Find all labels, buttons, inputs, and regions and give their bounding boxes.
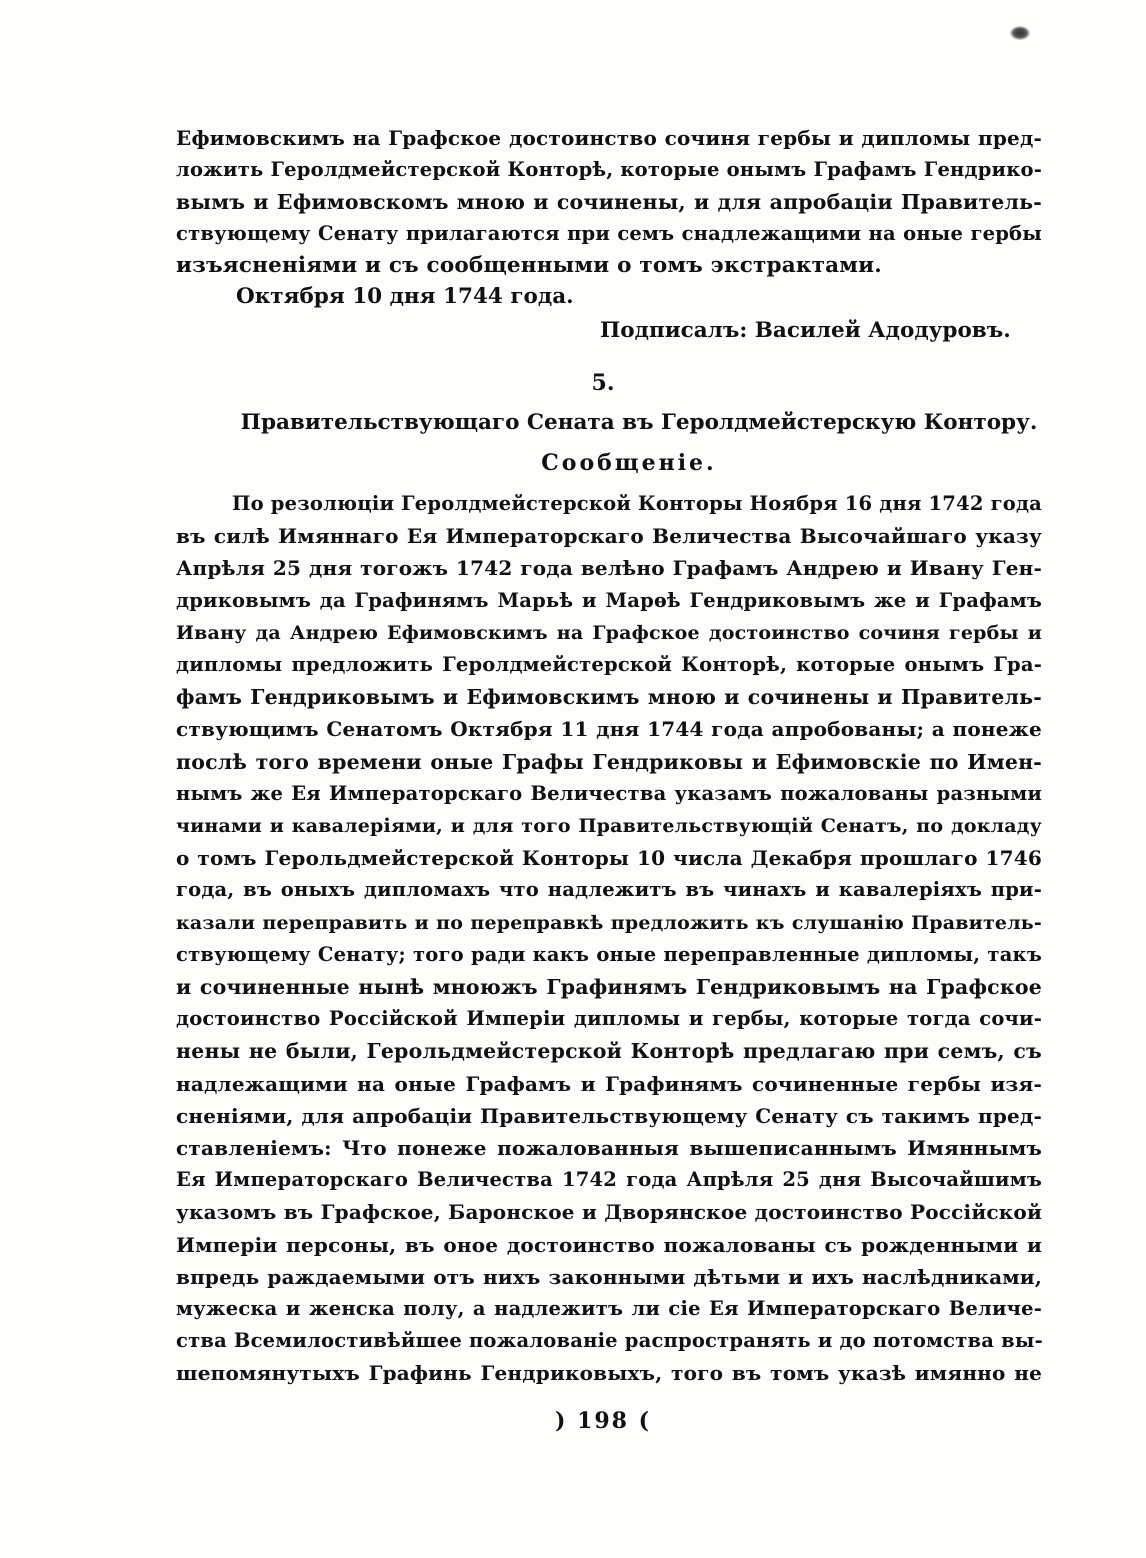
text-line: Имперiи персоны, въ оное достоинство пожалованы съ рожденными и xyxy=(176,1232,1042,1257)
text-line: послѣ того времени оные Графы Гендриковы и Ефимовскiе по Имен- xyxy=(176,749,1042,774)
text-line: ложить Геролдмейстерской Конторѣ, которые онымъ Графамъ Гендрико- xyxy=(176,158,1042,181)
text-line: ствующимъ Сенатомъ Октября 11 дня 1744 года апробованы; а понеже xyxy=(176,717,1042,742)
section-number: 5. xyxy=(591,370,615,396)
text-line: дриковымъ да Графинямъ Марьѣ и Марѳѣ Гендриковымъ же и Графамъ xyxy=(176,588,1042,612)
text-line: и сочиненные нынѣ мноюжъ Графинямъ Гендриковымъ на Графское xyxy=(176,975,1042,999)
text-line: чинами и кавалерiями, и для того Правительствующiй Сенатъ, по докладу xyxy=(176,815,1042,837)
text-line: нымъ же Ея Императорскаго Величества указамъ пожалованы разными xyxy=(176,781,1042,805)
text-line: дипломы предложить Геролдмейстерской Конторѣ, которые онымъ Гра- xyxy=(176,653,1042,676)
text-line: въ силѣ Имяннаго Ея Императорскаго Величества Высочайшаго указу xyxy=(176,524,1042,549)
text-line: По резолюцiи Геролдмейстерской Конторы Ноября 16 дня 1742 года xyxy=(232,492,1042,515)
text-line: Апрѣля 25 дня тогожъ 1742 года велѣно Графамъ Андрею и Ивану Ген- xyxy=(176,556,1042,581)
text-line: вымъ и Ефимовскомъ мною и сочинены, и для апробацiи Правитель- xyxy=(176,190,1042,214)
date-line: Октября 10 дня 1744 года. xyxy=(236,284,574,309)
text-line: указомъ въ Графское, Баронское и Дворянское достоинство Россiйской xyxy=(176,1200,1042,1225)
text-line: года, въ оныхъ дипломахъ что надлежитъ въ чинахъ и кавалерiяхъ при- xyxy=(176,878,1042,902)
text-line: сненiями, для апробацiи Правительствующему Сенату съ такимъ пред- xyxy=(176,1103,1042,1128)
text-line: Ефимовскимъ на Графское достоинство сочиня гербы и дипломы пред- xyxy=(176,126,1042,150)
text-line: ствующему Сенату; того ради какъ оные переправленные дипломы, такъ xyxy=(176,942,1042,966)
text-line: мужеска и женска полу, а надлежитъ ли сiе Ея Императорскаго Величе- xyxy=(176,1297,1042,1320)
text-line: о томъ Герольдмейстерской Конторы 10 числа Декабря прошлаго 1746 xyxy=(176,846,1042,871)
section-subheading: Сообщенiе. xyxy=(541,450,717,476)
text-line: фамъ Гендриковымъ и Ефимовскимъ мною и сочинены и Правитель- xyxy=(176,685,1042,710)
text-line: Ивану да Андрею Ефимовскимъ на Графское достоинство сочиня гербы и xyxy=(176,621,1042,644)
text-line: достоинство Россiйской Имперiи дипломы и гербы, которые тогда сочи- xyxy=(176,1007,1042,1031)
text-line: изъясненiями и съ сообщенными о томъ экстрактами. xyxy=(176,253,882,278)
section-heading: Правительствующаго Сената въ Геролдмейстерскую Контору. xyxy=(240,410,1038,435)
ink-blot-mark xyxy=(1010,26,1030,40)
text-line: шепомянутыхъ Графинь Гендриковыхъ, того въ томъ указѣ имянно не xyxy=(176,1361,1042,1386)
page-number: ) 198 ( xyxy=(554,1408,652,1434)
text-line: ствующему Сенату прилагаются при семъ снадлежащими на оные гербы xyxy=(176,222,1042,245)
text-line: ставленiемъ: Что понеже пожалованныя вышеписаннымъ Имяннымъ xyxy=(176,1136,1042,1160)
text-line: казали переправить и по переправкѣ предложить къ слушанiю Правитель- xyxy=(176,911,1042,934)
text-line: впредь раждаемыми отъ нихъ законными дѣтьми и ихъ наслѣдниками, xyxy=(176,1264,1042,1289)
text-line: Ея Императорскаго Величества 1742 года Апрѣля 25 дня Высочайшимъ xyxy=(176,1168,1042,1192)
text-line: ства Всемилостивѣйшее пожалованiе распространять и до потомства вы- xyxy=(176,1329,1043,1353)
text-line: надлежащими на оные Графамъ и Графинямъ сочиненные гербы изя- xyxy=(176,1071,1042,1096)
text-line: нены не были, Герольдмейстерской Конторѣ предлагаю при семъ, съ xyxy=(176,1039,1042,1064)
signature-line: Подписалъ: Василей Адодуровъ. xyxy=(600,318,1011,343)
